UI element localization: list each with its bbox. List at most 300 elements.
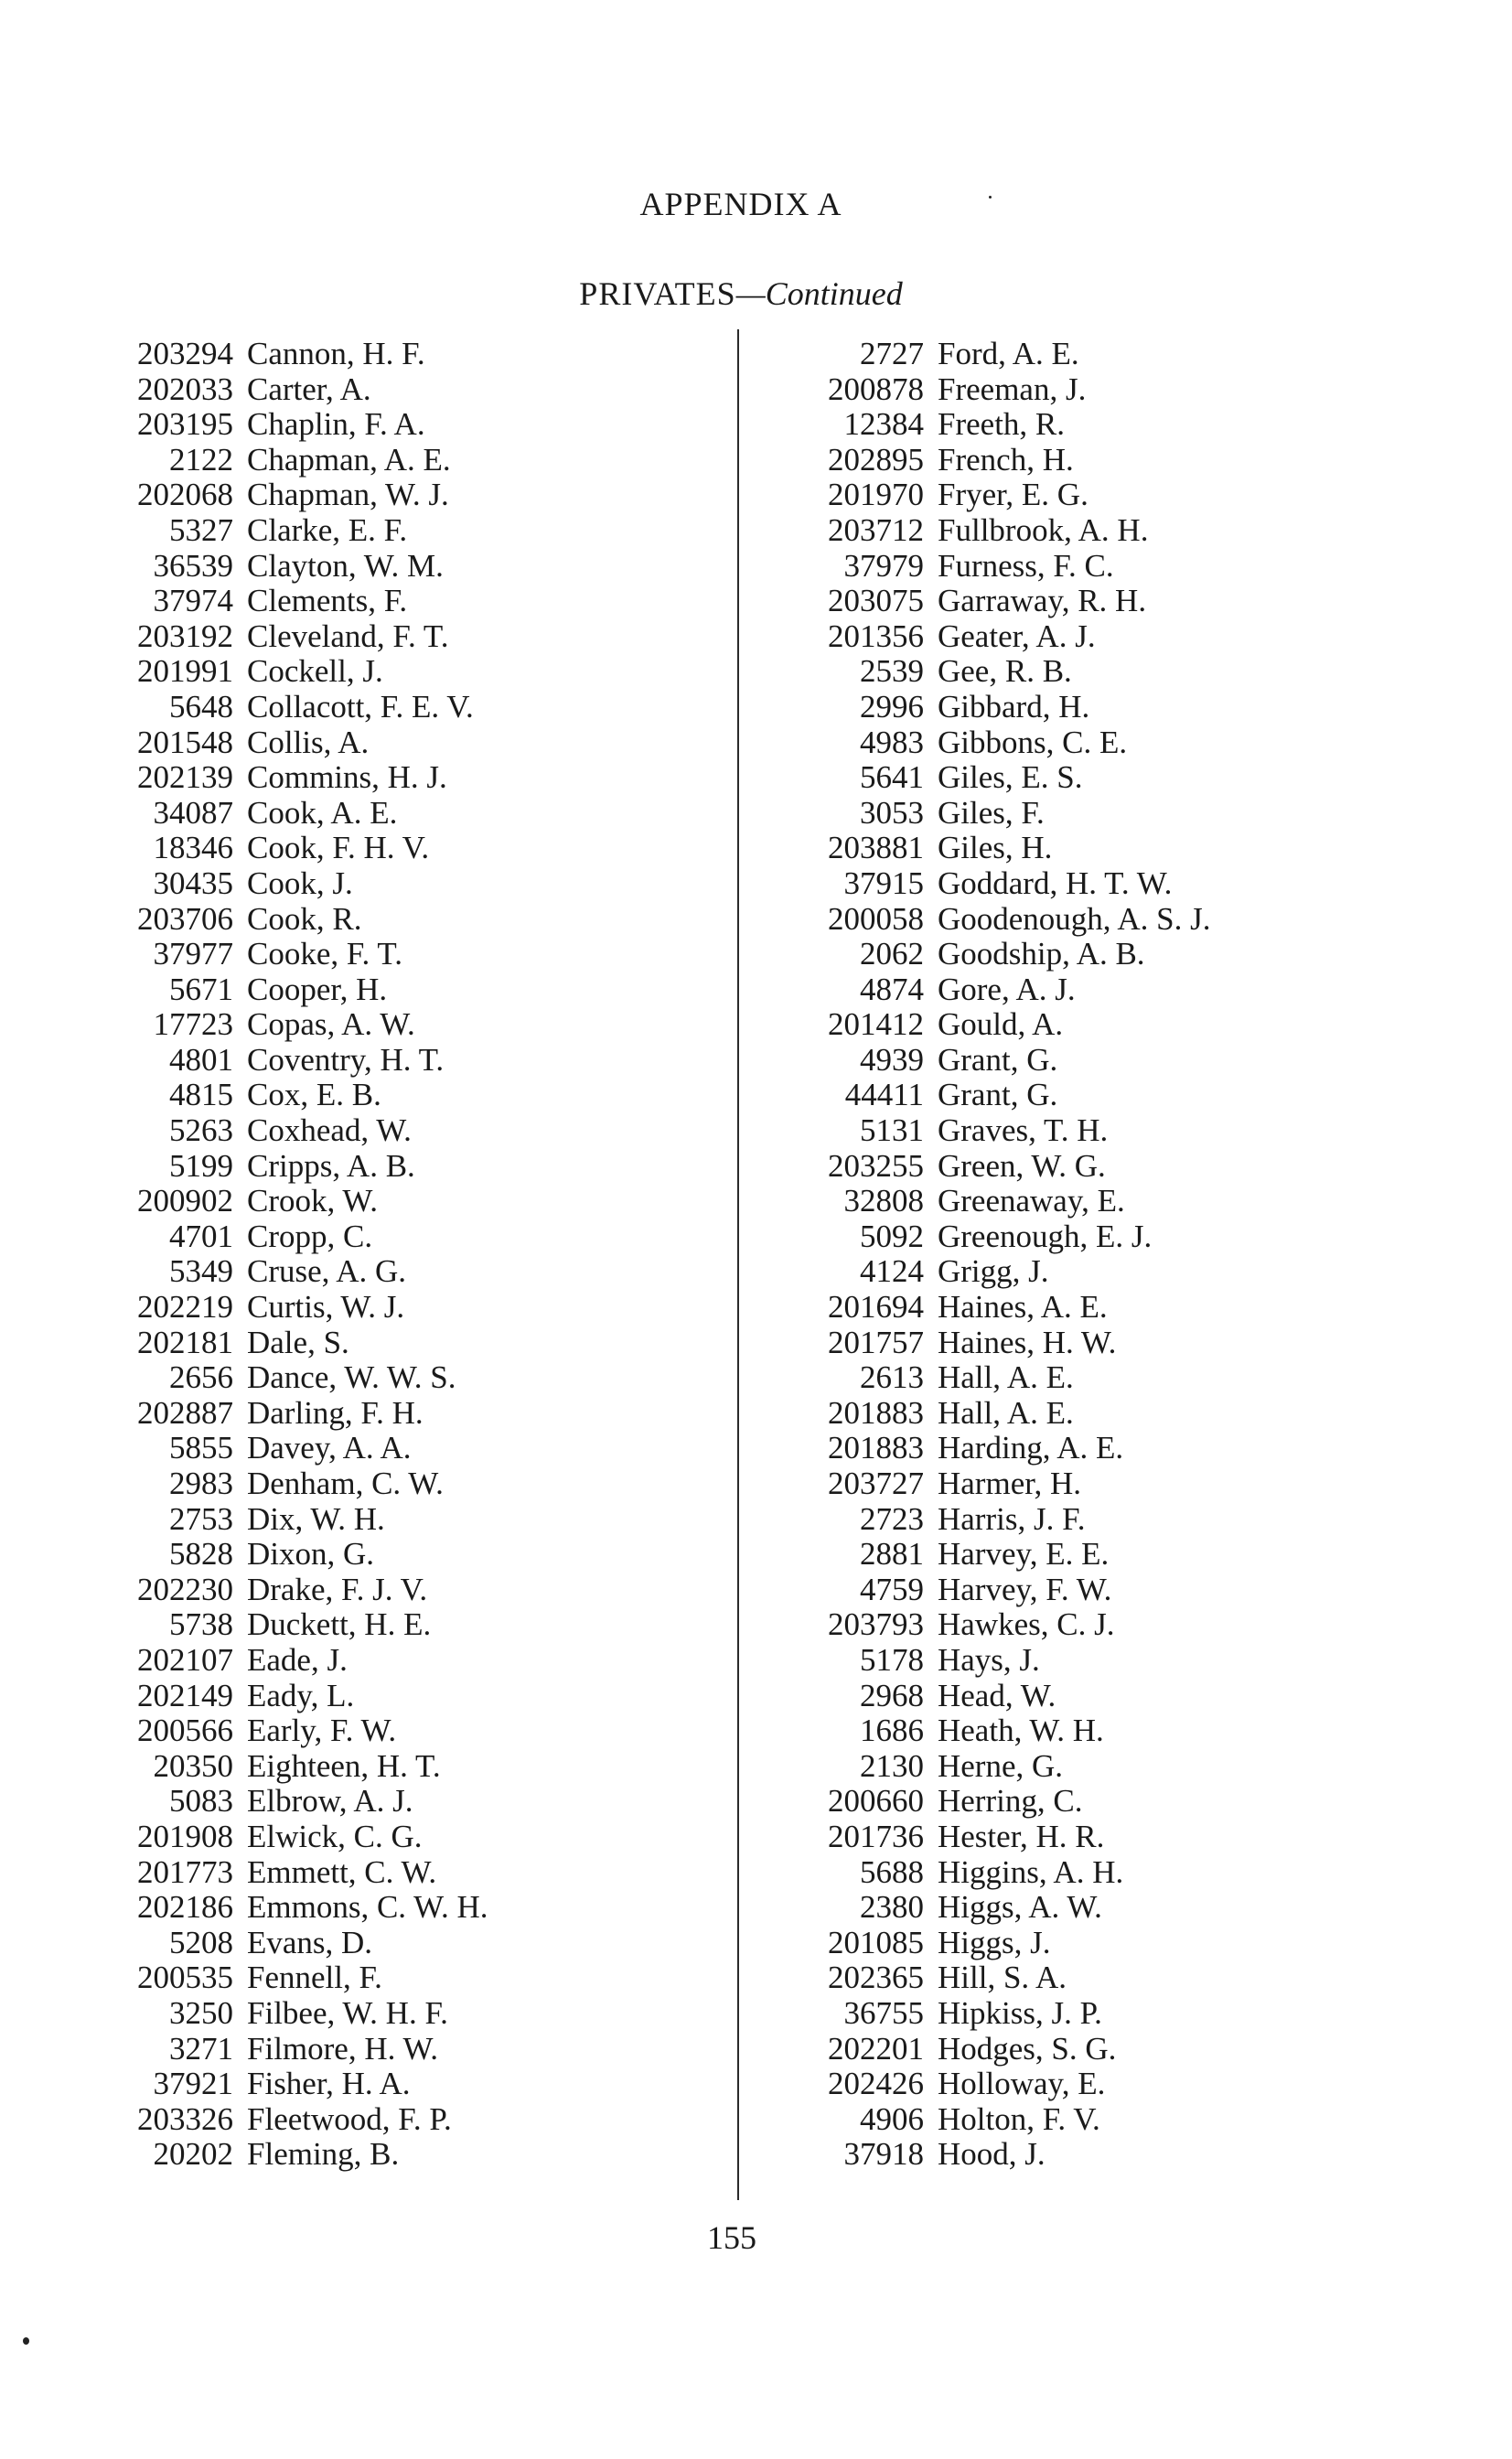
soldier-name: Goodenough, A. S. J. bbox=[938, 900, 1211, 937]
service-number: 2753 bbox=[169, 1500, 233, 1537]
soldier-name: Gould, A. bbox=[938, 1006, 1064, 1043]
service-number: 202230 bbox=[137, 1571, 233, 1607]
roll-entry bbox=[777, 478, 1436, 513]
service-number: 202365 bbox=[828, 1960, 924, 1996]
service-number: 203706 bbox=[137, 900, 233, 937]
service-number: 2122 bbox=[169, 441, 233, 478]
soldier-name: Cropp, C. bbox=[247, 1218, 373, 1254]
service-number: 5641 bbox=[860, 759, 924, 796]
service-number: 202219 bbox=[137, 1289, 233, 1326]
soldier-name: Hawkes, C. J. bbox=[938, 1606, 1115, 1643]
service-number: 5671 bbox=[169, 971, 233, 1007]
service-number: 203326 bbox=[137, 2100, 233, 2137]
roll-entry bbox=[91, 2102, 677, 2138]
service-number: 2656 bbox=[169, 1359, 233, 1396]
roll-entry bbox=[777, 1466, 1436, 1502]
service-number: 200878 bbox=[828, 370, 924, 407]
service-number: 201883 bbox=[828, 1394, 924, 1431]
soldier-name: Cook, J. bbox=[247, 864, 353, 901]
soldier-name: Drake, F. J. V. bbox=[247, 1571, 428, 1607]
roll-entry bbox=[91, 1926, 677, 1961]
roll-entry bbox=[91, 1537, 677, 1573]
service-number: 201773 bbox=[137, 1853, 233, 1890]
soldier-name: Higgs, A. W. bbox=[938, 1889, 1102, 1926]
roll-entry bbox=[91, 760, 677, 796]
service-number: 201548 bbox=[137, 724, 233, 760]
roll-entry bbox=[91, 1007, 677, 1043]
roll-entry bbox=[777, 549, 1436, 585]
roll-entry bbox=[777, 937, 1436, 972]
service-number: 201908 bbox=[137, 1818, 233, 1854]
section-heading bbox=[0, 274, 1482, 313]
roll-entry bbox=[91, 937, 677, 972]
soldier-name: Ford, A. E. bbox=[938, 336, 1079, 371]
roll-entry bbox=[91, 866, 677, 902]
soldier-name: Dixon, G. bbox=[247, 1536, 375, 1573]
page-number: 155 bbox=[707, 2219, 756, 2256]
roll-entry bbox=[91, 1184, 677, 1219]
roll-entry bbox=[91, 1855, 677, 1891]
soldier-name: Head, W. bbox=[938, 1677, 1056, 1713]
soldier-name: Fennell, F. bbox=[247, 1960, 382, 1996]
service-number: 203192 bbox=[137, 617, 233, 654]
soldier-name: Cook, A. E. bbox=[247, 794, 398, 831]
service-number: 18346 bbox=[153, 830, 233, 866]
service-number: 202426 bbox=[828, 2066, 924, 2102]
soldier-name: Gore, A. J. bbox=[938, 971, 1076, 1007]
service-number: 203793 bbox=[828, 1606, 924, 1643]
right-column bbox=[777, 337, 1436, 2173]
soldier-name: Geater, A. J. bbox=[938, 617, 1096, 654]
roll-entry bbox=[777, 372, 1436, 408]
soldier-name: Furness, F. C. bbox=[938, 547, 1114, 584]
service-number: 202139 bbox=[137, 759, 233, 796]
soldier-name: Holloway, E. bbox=[938, 2066, 1106, 2102]
roll-entry bbox=[777, 337, 1436, 372]
service-number: 3271 bbox=[169, 2030, 233, 2067]
service-number: 202186 bbox=[137, 1889, 233, 1926]
service-number: 5263 bbox=[169, 1112, 233, 1149]
service-number: 5327 bbox=[169, 511, 233, 548]
soldier-name: Goddard, H. T. W. bbox=[938, 864, 1173, 901]
service-number: 36755 bbox=[843, 1994, 924, 2031]
service-number: 202181 bbox=[137, 1324, 233, 1360]
soldier-name: Hester, H. R. bbox=[938, 1818, 1105, 1854]
roll-entry bbox=[91, 1960, 677, 1996]
roll-entry bbox=[777, 1326, 1436, 1361]
roll-entry bbox=[777, 443, 1436, 478]
service-number: 4874 bbox=[860, 971, 924, 1007]
soldier-name: Collis, A. bbox=[247, 724, 370, 760]
left-column bbox=[91, 337, 677, 2173]
service-number: 201085 bbox=[828, 1924, 924, 1960]
service-number: 203075 bbox=[828, 583, 924, 619]
soldier-name: Grigg, J. bbox=[938, 1253, 1049, 1290]
continued-label: —Continued bbox=[735, 275, 903, 312]
roll-entry bbox=[777, 831, 1436, 866]
roll-entry bbox=[777, 1855, 1436, 1891]
roll-entry bbox=[777, 1113, 1436, 1149]
soldier-name: Fryer, E. G. bbox=[938, 477, 1088, 513]
service-number: 201356 bbox=[828, 617, 924, 654]
soldier-name: Harvey, E. E. bbox=[938, 1536, 1110, 1573]
service-number: 203255 bbox=[828, 1147, 924, 1184]
soldier-name: Hall, A. E. bbox=[938, 1394, 1074, 1431]
roll-entry bbox=[777, 584, 1436, 619]
soldier-name: Commins, H. J. bbox=[247, 759, 447, 796]
soldier-name: French, H. bbox=[938, 441, 1074, 478]
roll-entry bbox=[91, 1149, 677, 1185]
soldier-name: Carter, A. bbox=[247, 370, 371, 407]
service-number: 201991 bbox=[137, 653, 233, 690]
roll-entry bbox=[91, 549, 677, 585]
service-number: 2613 bbox=[860, 1359, 924, 1396]
service-number: 4939 bbox=[860, 1041, 924, 1078]
roll-entry bbox=[91, 337, 677, 372]
roll-entry bbox=[91, 654, 677, 690]
service-number: 201970 bbox=[828, 477, 924, 513]
roll-entry bbox=[91, 1643, 677, 1679]
soldier-name: Duckett, H. E. bbox=[247, 1606, 432, 1643]
roll-entry bbox=[777, 1960, 1436, 1996]
soldier-name: Cooper, H. bbox=[247, 971, 388, 1007]
service-number: 3250 bbox=[169, 1994, 233, 2031]
roll-entry bbox=[777, 654, 1436, 690]
roll-entry bbox=[91, 1890, 677, 1926]
roll-entry bbox=[91, 690, 677, 725]
soldier-name: Curtis, W. J. bbox=[247, 1289, 405, 1326]
service-number: 5199 bbox=[169, 1147, 233, 1184]
roll-entry bbox=[777, 796, 1436, 832]
soldier-name: Filmore, H. W. bbox=[247, 2030, 439, 2067]
service-number: 5828 bbox=[169, 1536, 233, 1573]
service-number: 200535 bbox=[137, 1960, 233, 1996]
service-number: 32808 bbox=[843, 1183, 924, 1219]
roll-entry bbox=[777, 866, 1436, 902]
soldier-name: Crook, W. bbox=[247, 1183, 378, 1219]
soldier-name: Freeth, R. bbox=[938, 406, 1066, 443]
service-number: 4906 bbox=[860, 2100, 924, 2137]
soldier-name: Greenough, E. J. bbox=[938, 1218, 1153, 1254]
roll-entry bbox=[777, 725, 1436, 761]
soldier-name: Gee, R. B. bbox=[938, 653, 1072, 690]
service-number: 4983 bbox=[860, 724, 924, 760]
soldier-name: Dance, W. W. S. bbox=[247, 1359, 456, 1396]
roll-entry bbox=[777, 1149, 1436, 1185]
roll-entry bbox=[91, 2067, 677, 2102]
service-number: 2968 bbox=[860, 1677, 924, 1713]
column-divider bbox=[737, 329, 739, 2200]
soldier-name: Hodges, S. G. bbox=[938, 2030, 1117, 2067]
soldier-name: Cripps, A. B. bbox=[247, 1147, 415, 1184]
roll-entry bbox=[91, 2032, 677, 2067]
roll-entry bbox=[91, 1326, 677, 1361]
roll-entry bbox=[777, 1290, 1436, 1326]
soldier-name: Grant, G. bbox=[938, 1077, 1058, 1113]
roll-entry bbox=[777, 1713, 1436, 1749]
soldier-name: Heath, W. H. bbox=[938, 1713, 1104, 1749]
roll-entry bbox=[777, 1184, 1436, 1219]
roll-entry bbox=[777, 513, 1436, 549]
service-number: 202887 bbox=[137, 1394, 233, 1431]
soldier-name: Cannon, H. F. bbox=[247, 336, 425, 371]
soldier-name: Gibbard, H. bbox=[938, 688, 1090, 725]
roll-entry bbox=[91, 407, 677, 443]
soldier-name: Hall, A. E. bbox=[938, 1359, 1074, 1396]
soldier-name: Herne, G. bbox=[938, 1747, 1064, 1784]
roll-entry bbox=[91, 1113, 677, 1149]
service-number: 5738 bbox=[169, 1606, 233, 1643]
service-number: 17723 bbox=[153, 1006, 233, 1043]
service-number: 4124 bbox=[860, 1253, 924, 1290]
scan-speck bbox=[23, 2337, 29, 2345]
soldier-name: Fullbrook, A. H. bbox=[938, 511, 1149, 548]
service-number: 37977 bbox=[153, 936, 233, 972]
soldier-name: Cruse, A. G. bbox=[247, 1253, 407, 1290]
soldier-name: Giles, F. bbox=[938, 794, 1045, 831]
service-number: 37974 bbox=[153, 583, 233, 619]
service-number: 2727 bbox=[860, 336, 924, 371]
soldier-name: Clayton, W. M. bbox=[247, 547, 444, 584]
roll-entry bbox=[91, 513, 677, 549]
roll-entry bbox=[777, 2102, 1436, 2138]
roll-entry bbox=[91, 1573, 677, 1608]
soldier-name: Early, F. W. bbox=[247, 1713, 397, 1749]
service-number: 2996 bbox=[860, 688, 924, 725]
roll-entry bbox=[777, 1643, 1436, 1679]
roll-entry bbox=[777, 1607, 1436, 1643]
soldier-name: Fleetwood, F. P. bbox=[247, 2100, 452, 2137]
soldier-name: Cox, E. B. bbox=[247, 1077, 381, 1113]
soldier-name: Fleming, B. bbox=[247, 2136, 400, 2173]
soldier-name: Coventry, H. T. bbox=[247, 1041, 445, 1078]
soldier-name: Chapman, A. E. bbox=[247, 441, 451, 478]
roll-entry bbox=[91, 2137, 677, 2173]
service-number: 5131 bbox=[860, 1112, 924, 1149]
roll-entry bbox=[91, 1219, 677, 1255]
roll-entry bbox=[91, 1396, 677, 1432]
soldier-name: Emmons, C. W. H. bbox=[247, 1889, 488, 1926]
service-number: 5855 bbox=[169, 1430, 233, 1466]
roll-entry bbox=[777, 760, 1436, 796]
soldier-name: Cleveland, F. T. bbox=[247, 617, 449, 654]
roll-entry bbox=[777, 1573, 1436, 1608]
roll-entry bbox=[777, 1784, 1436, 1820]
soldier-name: Cooke, F. T. bbox=[247, 936, 402, 972]
service-number: 5178 bbox=[860, 1641, 924, 1678]
soldier-name: Eade, J. bbox=[247, 1641, 348, 1678]
roll-entry bbox=[777, 1431, 1436, 1466]
service-number: 203881 bbox=[828, 830, 924, 866]
roll-entry bbox=[91, 1713, 677, 1749]
service-number: 12384 bbox=[843, 406, 924, 443]
roll-entry bbox=[91, 584, 677, 619]
service-number: 200566 bbox=[137, 1713, 233, 1749]
soldier-name: Eady, L. bbox=[247, 1677, 355, 1713]
scan-speck bbox=[989, 196, 992, 199]
service-number: 203712 bbox=[828, 511, 924, 548]
soldier-name: Coxhead, W. bbox=[247, 1112, 412, 1149]
roll-entry bbox=[777, 902, 1436, 938]
soldier-name: Chapman, W. J. bbox=[247, 477, 449, 513]
section-title: PRIVATES bbox=[579, 275, 736, 312]
roll-entry bbox=[777, 1360, 1436, 1396]
roll-entry bbox=[91, 1078, 677, 1113]
service-number: 4815 bbox=[169, 1077, 233, 1113]
service-number: 201694 bbox=[828, 1289, 924, 1326]
roll-entry bbox=[91, 796, 677, 832]
roll-entry bbox=[777, 1996, 1436, 2032]
service-number: 5092 bbox=[860, 1218, 924, 1254]
service-number: 2130 bbox=[860, 1747, 924, 1784]
service-number: 202068 bbox=[137, 477, 233, 513]
service-number: 202107 bbox=[137, 1641, 233, 1678]
soldier-name: Clarke, E. F. bbox=[247, 511, 408, 548]
service-number: 5208 bbox=[169, 1924, 233, 1960]
soldier-name: Elwick, C. G. bbox=[247, 1818, 423, 1854]
roll-entry bbox=[777, 407, 1436, 443]
soldier-name: Elbrow, A. J. bbox=[247, 1783, 413, 1820]
soldier-name: Hill, S. A. bbox=[938, 1960, 1067, 1996]
soldier-name: Hood, J. bbox=[938, 2136, 1046, 2173]
service-number: 37918 bbox=[843, 2136, 924, 2173]
soldier-name: Filbee, W. H. F. bbox=[247, 1994, 448, 2031]
soldier-name: Clements, F. bbox=[247, 583, 408, 619]
service-number: 203727 bbox=[828, 1466, 924, 1501]
soldier-name: Harding, A. E. bbox=[938, 1430, 1124, 1466]
soldier-name: Emmett, C. W. bbox=[247, 1853, 437, 1890]
service-number: 34087 bbox=[153, 794, 233, 831]
soldier-name: Haines, H. W. bbox=[938, 1324, 1117, 1360]
service-number: 202149 bbox=[137, 1677, 233, 1713]
service-number: 44411 bbox=[844, 1077, 924, 1113]
soldier-name: Davey, A. A. bbox=[247, 1430, 412, 1466]
soldier-name: Harris, J. F. bbox=[938, 1500, 1086, 1537]
soldier-name: Greenaway, E. bbox=[938, 1183, 1125, 1219]
soldier-name: Cook, R. bbox=[247, 900, 362, 937]
roll-entry bbox=[777, 1254, 1436, 1290]
roll-entry bbox=[777, 1396, 1436, 1432]
soldier-name: Hays, J. bbox=[938, 1641, 1040, 1678]
service-number: 203294 bbox=[137, 336, 233, 371]
soldier-name: Collacott, F. E. V. bbox=[247, 688, 474, 725]
service-number: 200902 bbox=[137, 1183, 233, 1219]
roll-entry bbox=[91, 443, 677, 478]
soldier-name: Giles, E. S. bbox=[938, 759, 1083, 796]
roll-entry bbox=[91, 478, 677, 513]
service-number: 37979 bbox=[843, 547, 924, 584]
soldier-name: Cockell, J. bbox=[247, 653, 383, 690]
soldier-name: Giles, H. bbox=[938, 830, 1053, 866]
soldier-name: Darling, F. H. bbox=[247, 1394, 424, 1431]
soldier-name: Dix, W. H. bbox=[247, 1500, 385, 1537]
service-number: 3053 bbox=[860, 794, 924, 831]
service-number: 5083 bbox=[169, 1783, 233, 1820]
roll-entry bbox=[91, 1784, 677, 1820]
service-number: 5648 bbox=[169, 688, 233, 725]
service-number: 202033 bbox=[137, 370, 233, 407]
service-number: 4701 bbox=[169, 1218, 233, 1254]
roll-entry bbox=[777, 1926, 1436, 1961]
soldier-name: Higgs, J. bbox=[938, 1924, 1051, 1960]
roll-entry bbox=[91, 1820, 677, 1855]
roll-entry bbox=[777, 1078, 1436, 1113]
roll-entry bbox=[777, 1537, 1436, 1573]
roll-entry bbox=[777, 972, 1436, 1008]
soldier-name: Eighteen, H. T. bbox=[247, 1747, 441, 1784]
service-number: 2539 bbox=[860, 653, 924, 690]
roll-entry bbox=[777, 1890, 1436, 1926]
roll-entry bbox=[91, 1749, 677, 1785]
roll-entry bbox=[777, 2137, 1436, 2173]
service-number: 202895 bbox=[828, 441, 924, 478]
service-number: 5349 bbox=[169, 1253, 233, 1290]
service-number: 4801 bbox=[169, 1041, 233, 1078]
soldier-name: Higgins, A. H. bbox=[938, 1853, 1124, 1890]
soldier-name: Cook, F. H. V. bbox=[247, 830, 430, 866]
service-number: 37915 bbox=[843, 864, 924, 901]
roll-entry bbox=[777, 1007, 1436, 1043]
service-number: 2062 bbox=[860, 936, 924, 972]
service-number: 2881 bbox=[860, 1536, 924, 1573]
service-number: 200058 bbox=[828, 900, 924, 937]
service-number: 1686 bbox=[860, 1713, 924, 1749]
soldier-name: Grant, G. bbox=[938, 1041, 1058, 1078]
appendix-title: APPENDIX A bbox=[639, 186, 842, 222]
soldier-name: Evans, D. bbox=[247, 1924, 373, 1960]
roll-entry bbox=[91, 372, 677, 408]
soldier-name: Holton, F. V. bbox=[938, 2100, 1100, 2137]
soldier-name: Dale, S. bbox=[247, 1324, 349, 1360]
service-number: 201412 bbox=[828, 1006, 924, 1043]
roll-entry bbox=[91, 1996, 677, 2032]
soldier-name: Herring, C. bbox=[938, 1783, 1083, 1820]
soldier-name: Gibbons, C. E. bbox=[938, 724, 1128, 760]
soldier-name: Harmer, H. bbox=[938, 1466, 1082, 1501]
roll-entry bbox=[91, 831, 677, 866]
roll-entry bbox=[777, 1043, 1436, 1079]
roll-entry bbox=[777, 1219, 1436, 1255]
roll-entry bbox=[777, 2032, 1436, 2067]
roll-entry bbox=[777, 619, 1436, 655]
roll-entry bbox=[91, 1290, 677, 1326]
roll-entry bbox=[91, 725, 677, 761]
service-number: 20202 bbox=[153, 2136, 233, 2173]
roll-entry bbox=[777, 1679, 1436, 1714]
roll-entry bbox=[91, 972, 677, 1008]
roll-entry bbox=[91, 1254, 677, 1290]
roll-entry bbox=[91, 902, 677, 938]
roll-entry bbox=[91, 1431, 677, 1466]
service-number: 2983 bbox=[169, 1466, 233, 1501]
soldier-name: Garraway, R. H. bbox=[938, 583, 1147, 619]
soldier-name: Denham, C. W. bbox=[247, 1466, 444, 1501]
soldier-name: Graves, T. H. bbox=[938, 1112, 1109, 1149]
service-number: 20350 bbox=[153, 1747, 233, 1784]
soldier-name: Freeman, J. bbox=[938, 370, 1087, 407]
service-number: 36539 bbox=[153, 547, 233, 584]
service-number: 201757 bbox=[828, 1324, 924, 1360]
roll-entry bbox=[777, 2067, 1436, 2102]
roll-entry bbox=[91, 1607, 677, 1643]
soldier-name: Chaplin, F. A. bbox=[247, 406, 425, 443]
service-number: 201736 bbox=[828, 1818, 924, 1854]
roll-entry bbox=[91, 1679, 677, 1714]
roll-entry bbox=[91, 1043, 677, 1079]
service-number: 37921 bbox=[153, 2066, 233, 2102]
roll-entry bbox=[91, 619, 677, 655]
service-number: 202201 bbox=[828, 2030, 924, 2067]
